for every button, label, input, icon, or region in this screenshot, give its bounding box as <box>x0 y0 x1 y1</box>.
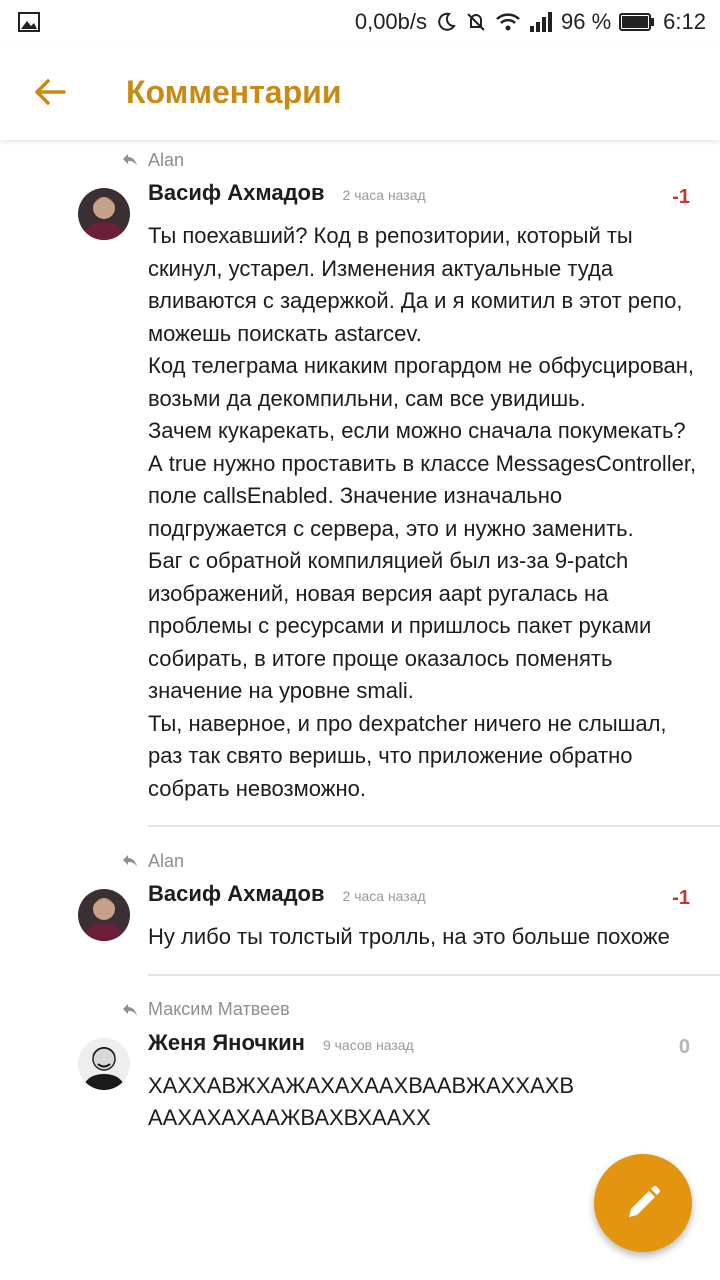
reply-icon <box>122 854 138 868</box>
comment-score: -1 <box>672 887 690 909</box>
moon-icon <box>435 11 457 33</box>
wifi-icon <box>495 12 521 32</box>
battery-percent: 96 % <box>561 9 612 34</box>
status-bar <box>0 0 720 44</box>
reply-to-name: Alan <box>148 850 185 871</box>
avatar[interactable] <box>78 1038 130 1090</box>
author-name[interactable]: Васиф Ахмадов <box>148 180 325 205</box>
network-speed: 0,00b/s <box>354 9 428 34</box>
mute-icon <box>465 11 487 33</box>
arrow-left-icon <box>34 78 66 106</box>
reply-icon <box>122 153 138 167</box>
avatar[interactable] <box>78 889 130 941</box>
comment-time: 2 часа назад <box>342 888 426 904</box>
divider <box>148 974 720 976</box>
comment-item <box>0 140 720 827</box>
comment-score: -1 <box>672 186 690 208</box>
page-title: Комментарии <box>126 73 342 110</box>
comment-time: 9 часов назад <box>322 1036 414 1053</box>
comment-text: ХАХХАВЖХАЖАХАХААХВААВЖАХХАХВ ААХАХАХААЖВАХВХААХХ <box>148 1072 581 1130</box>
author-name[interactable]: Женя Яночкин <box>148 1029 305 1055</box>
comments-list[interactable] <box>0 140 720 1280</box>
comment-item <box>0 990 720 1135</box>
battery-icon <box>619 13 655 31</box>
reply-to[interactable] <box>0 841 720 881</box>
write-comment-button[interactable] <box>594 1154 692 1252</box>
comment-text: Ну либо ты толстый тролль, на это больше похоже <box>148 924 670 949</box>
signal-icon <box>529 12 553 32</box>
gallery-notification-icon <box>18 12 40 32</box>
comment-text: Ты поехавший? Код в репозитории, который ты скинул, устарел. Изменения актуальные туда вливаются с задержкой. Да и я комитил в этот репо, можешь поискать astarcev. Код телеграма никаким прогардом не обфусцирован, возьми да декомпильни, сам все увидишь. Зачем кукарекать, если можно сначала покумекать? А true нужно проставить в классе MessagesController, поле callsEnabled. Значение изначально подгружается с сервера, это и нужно заменить. Баг с обратной компиляцией был из-за 9-patch изображений, новая версия aapt ругалась на проблемы с ресурсами и пришлось пакет руками собирать, в итоге проще оказалось поменять значение на уровне smali. Ты, наверное, и про dexpatcher ничего не слышал, раз так свято веришь, что приложение обратно собрать невозможно. <box>148 223 697 801</box>
reply-to[interactable] <box>0 990 720 1030</box>
clock: 6:12 <box>663 9 706 34</box>
app-bar <box>0 44 720 140</box>
comment-item <box>0 841 720 976</box>
divider <box>148 825 720 827</box>
reply-to-name: Максим Матвеев <box>148 999 290 1019</box>
reply-to-name: Alan <box>148 149 185 170</box>
reply-to[interactable] <box>0 140 720 180</box>
avatar[interactable] <box>78 188 130 240</box>
author-name[interactable]: Васиф Ахмадов <box>148 881 325 906</box>
pencil-icon <box>623 1183 663 1223</box>
back-button[interactable] <box>20 62 80 122</box>
comment-score: 0 <box>678 1035 690 1058</box>
comment-time: 2 часа назад <box>342 187 426 203</box>
reply-icon <box>122 1003 138 1017</box>
